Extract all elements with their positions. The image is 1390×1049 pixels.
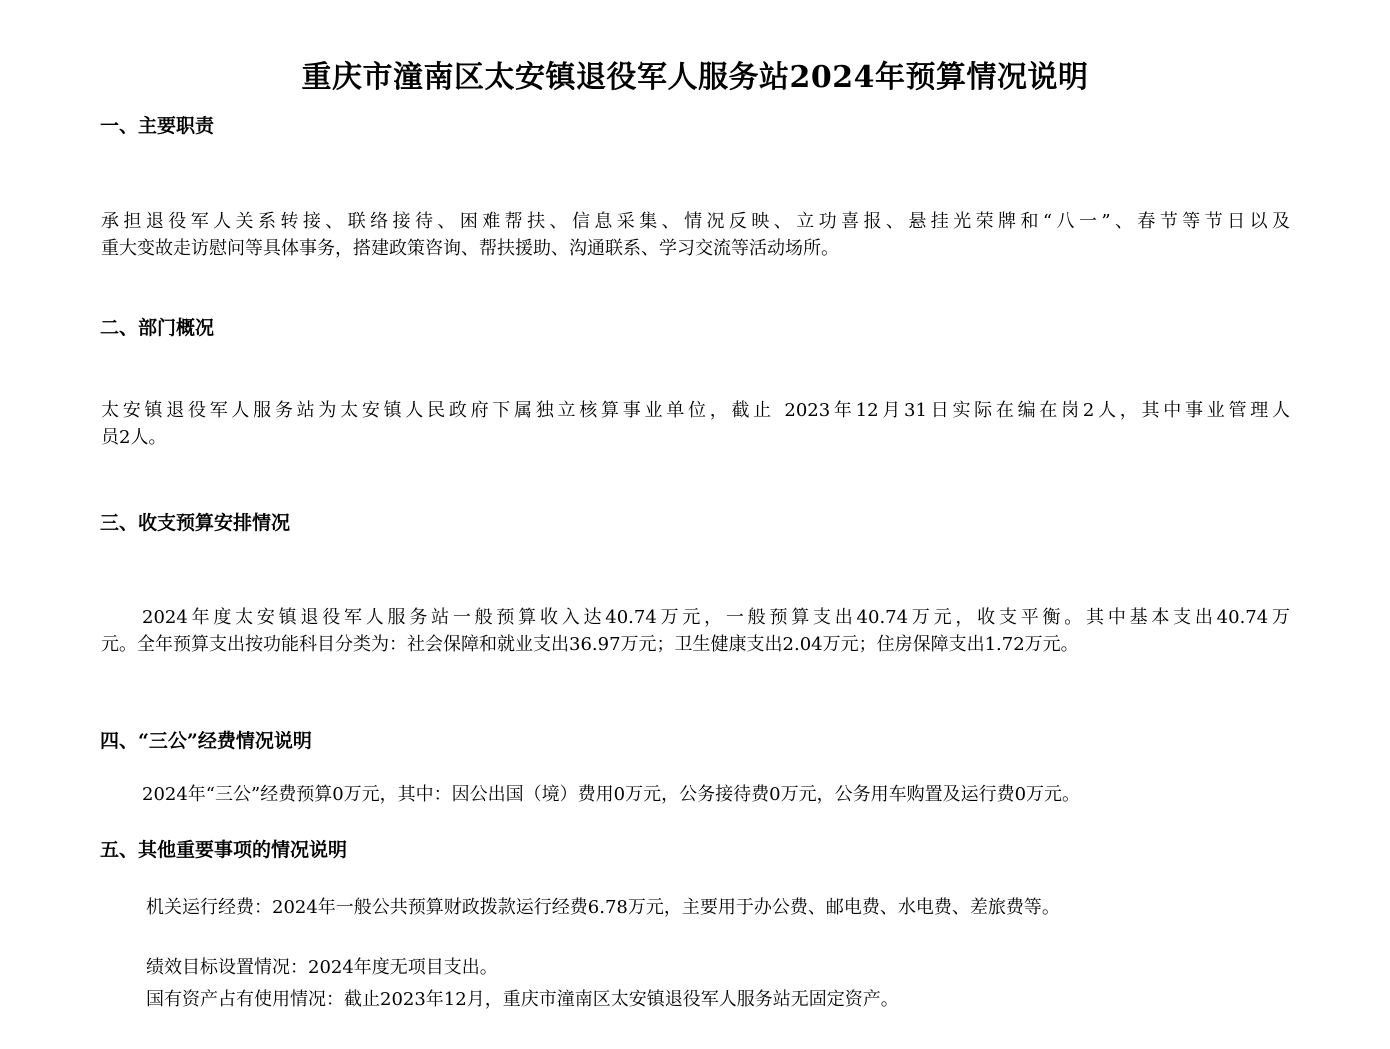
- budget-line-2: 元。全年预算支出按功能科目分类为：社会保障和就业支出36.97万元；卫生健康支出2.04万元；住房保障支出1.72万元。: [101, 634, 1079, 655]
- duties-line-1: 承担退役军人关系转接、联络接待、困难帮扶、信息采集、情况反映、立功喜报、悬挂光荣牌和“八一”、春节等节日以及: [101, 211, 1290, 232]
- overview-line-1: 太安镇退役军人服务站为太安镇人民政府下属独立核算事业单位，截止 2023年12月31日实际在编在岗2人，其中事业管理人: [101, 400, 1290, 421]
- budget-line-1: 2024年度太安镇退役军人服务站一般预算收入达40.74万元，一般预算支出40.74万元，收支平衡。其中基本支出40.74万: [142, 607, 1290, 628]
- section-heading-other-matters: 五、其他重要事项的情况说明: [100, 839, 348, 861]
- duties-line-2: 重大变故走访慰问等具体事务，搭建政策咨询、帮扶援助、沟通联系、学习交流等活动场所。: [101, 238, 839, 259]
- section-heading-three-public: 四、“三公”经费情况说明: [100, 730, 312, 752]
- document-title: 重庆市潼南区太安镇退役军人服务站2024年预算情况说明: [301, 60, 1089, 95]
- three-public-line-1: 2024年“三公”经费预算0万元，其中：因公出国（境）费用0万元，公务接待费0万元，公务用车购置及运行费0万元。: [142, 784, 1081, 805]
- section-heading-duties: 一、主要职责: [100, 115, 215, 137]
- overview-line-2: 员2人。: [101, 427, 167, 448]
- other-matters-line-1: 机关运行经费：2024年一般公共预算财政拨款运行经费6.78万元，主要用于办公费、邮电费、水电费、差旅费等。: [146, 897, 1060, 918]
- other-matters-line-3: 国有资产占有使用情况：截止2023年12月，重庆市潼南区太安镇退役军人服务站无固定资产。: [146, 989, 899, 1010]
- other-matters-line-2: 绩效目标设置情况：2024年度无项目支出。: [146, 957, 498, 978]
- section-heading-budget: 三、收支预算安排情况: [100, 512, 291, 534]
- section-heading-overview: 二、部门概况: [100, 317, 215, 339]
